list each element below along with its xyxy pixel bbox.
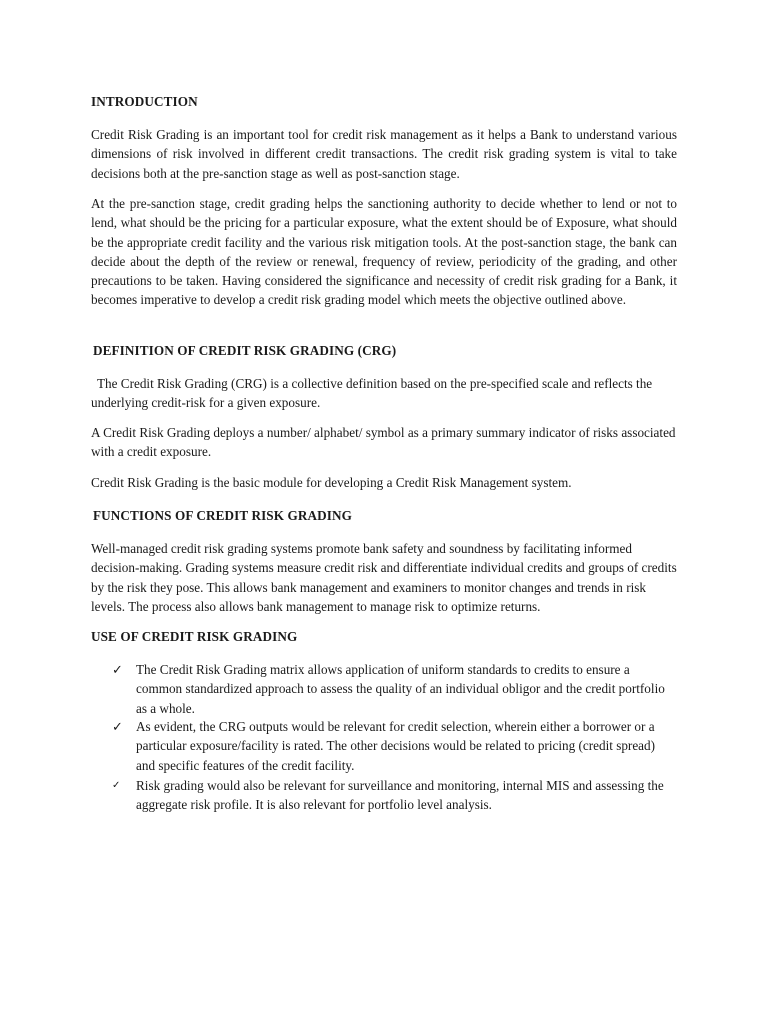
definition-paragraph-1: The Credit Risk Grading (CRG) is a collective definition based on the pre-specified scale and reflects the underlying credit-risk for a given exposure. — [91, 376, 653, 411]
definition-paragraph-3: Credit Risk Grading is the basic module for developing a Credit Risk Management system. — [91, 475, 572, 490]
use-heading: USE OF CREDIT RISK GRADING — [91, 629, 298, 644]
introduction-paragraph-2: At the pre-sanction stage, credit grading helps the sanctioning authority to decide whether to lend or not to lend, what should be the pricing for a particular exposure, what the extent should be of Exposure, what should be the appropriate credit facility and the various risk mitigation tools. At the post-sanction stage, the bank can decide about the depth of the review or renewal, frequency of review, periodicity of the grading, and other precautions to be taken. Having considered the significance and necessity of credit risk grading for a Bank, it becomes imperative to develop a credit risk grading model which meets the objective outlined above. — [91, 196, 677, 308]
checkmark-icon: ✓ — [112, 780, 121, 791]
list-item-text: As evident, the CRG outputs would be relevant for credit selection, wherein either a borrower or a particular exposure/facility is rated. The other decisions would be related to pricing (credit spread) and specific features of the credit facility. — [136, 719, 656, 773]
checkmark-icon: ✓ — [112, 662, 123, 677]
list-item-text: Risk grading would also be relevant for surveillance and monitoring, internal MIS and assessing the aggregate risk profile. It is also relevant for portfolio level analysis. — [136, 778, 664, 813]
introduction-paragraph-1: Credit Risk Grading is an important tool for credit risk management as it helps a Bank to understand various dimensions of risk involved in different credit transactions. The credit risk grading system is vital to take decisions both at the pre-sanction stage as well as post-sanction stage. — [91, 127, 677, 181]
introduction-heading: INTRODUCTION — [91, 94, 198, 109]
functions-heading: FUNCTIONS OF CREDIT RISK GRADING — [93, 508, 352, 523]
definition-heading: DEFINITION OF CREDIT RISK GRADING (CRG) — [93, 343, 397, 358]
definition-paragraph-2: A Credit Risk Grading deploys a number/ alphabet/ symbol as a primary summary indicator of risks associated with a credit exposure. — [91, 425, 676, 460]
list-item-text: The Credit Risk Grading matrix allows application of uniform standards to credits to ensure a common standardized approach to assess the quality of an individual obligor and the credit portfolio as a whole. — [136, 662, 665, 716]
checkmark-icon: ✓ — [112, 719, 123, 734]
functions-paragraph-1: Well-managed credit risk grading systems promote bank safety and soundness by facilitating informed decision-making. Grading systems measure credit risk and differentiate individual credits and groups of credits by the risk they pose. This allows bank management and examiners to monitor changes and trends in risk levels. The process also allows bank management to manage risk to optimize returns. — [91, 541, 677, 614]
